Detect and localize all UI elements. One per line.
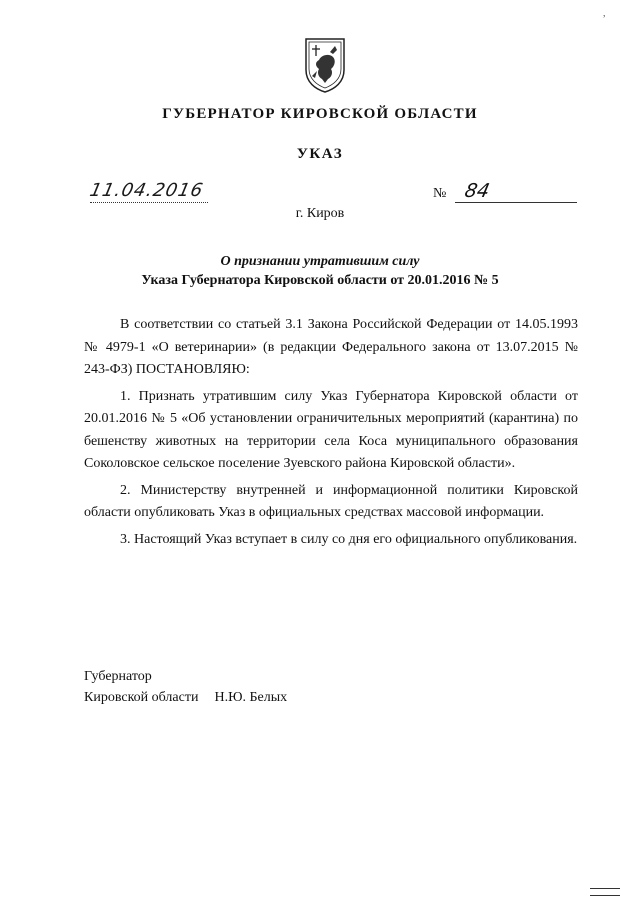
signer-position-line-2: Кировской области <box>84 690 199 705</box>
item-1-paragraph: 1. Признать утратившим силу Указ Губернатора Кировской области от 20.01.2016 № 5 «Об установлении ограничительных мероприятий (карантина) по бешенству животных на территории села Коса муниципального образования Соколовское сельское поселение Зуевского района Кировской области». <box>84 388 578 471</box>
coat-of-arms-icon <box>303 36 347 94</box>
city: г. Киров <box>295 206 345 221</box>
subject-line-2: Указа Губернатора Кировской области от 20.01.2016 № 5 <box>141 273 499 288</box>
number-label: № <box>433 186 447 201</box>
date-field <box>87 180 208 203</box>
issuer-title: ГУБЕРНАТОР КИРОВСКОЙ ОБЛАСТИ <box>162 106 478 122</box>
subject-line-1: О признании утратившим силу <box>220 254 420 269</box>
document-type: УКАЗ <box>296 146 344 162</box>
preamble-paragraph: В соответствии со статьей 3.1 Закона Российской Федерации от 14.05.1993 № 4979-1 «О ветеринарии» (в редакции Федерального закона от 13.07.2015 № 243-ФЗ) ПОСТАНОВЛЯЮ: <box>84 317 578 377</box>
document-subject <box>0 252 640 290</box>
date-value: 11.04.2016 <box>87 180 206 201</box>
signature-block <box>84 666 287 708</box>
item-3-paragraph: 3. Настоящий Указ вступает в силу со дня его официального опубликования. <box>120 531 578 547</box>
footer-mark-icon <box>590 888 620 896</box>
document-body <box>84 314 578 555</box>
number-field <box>455 182 577 203</box>
number-value: 84 <box>462 180 492 202</box>
signer-position-line-1: Губернатор <box>84 669 152 684</box>
signer-name: Н.Ю. Белых <box>214 690 288 705</box>
item-2-paragraph: 2. Министерству внутренней и информационной политики Кировской области опубликовать Указ в официальных средствах массовой информации. <box>84 482 578 520</box>
corner-mark-icon: , <box>603 8 606 19</box>
